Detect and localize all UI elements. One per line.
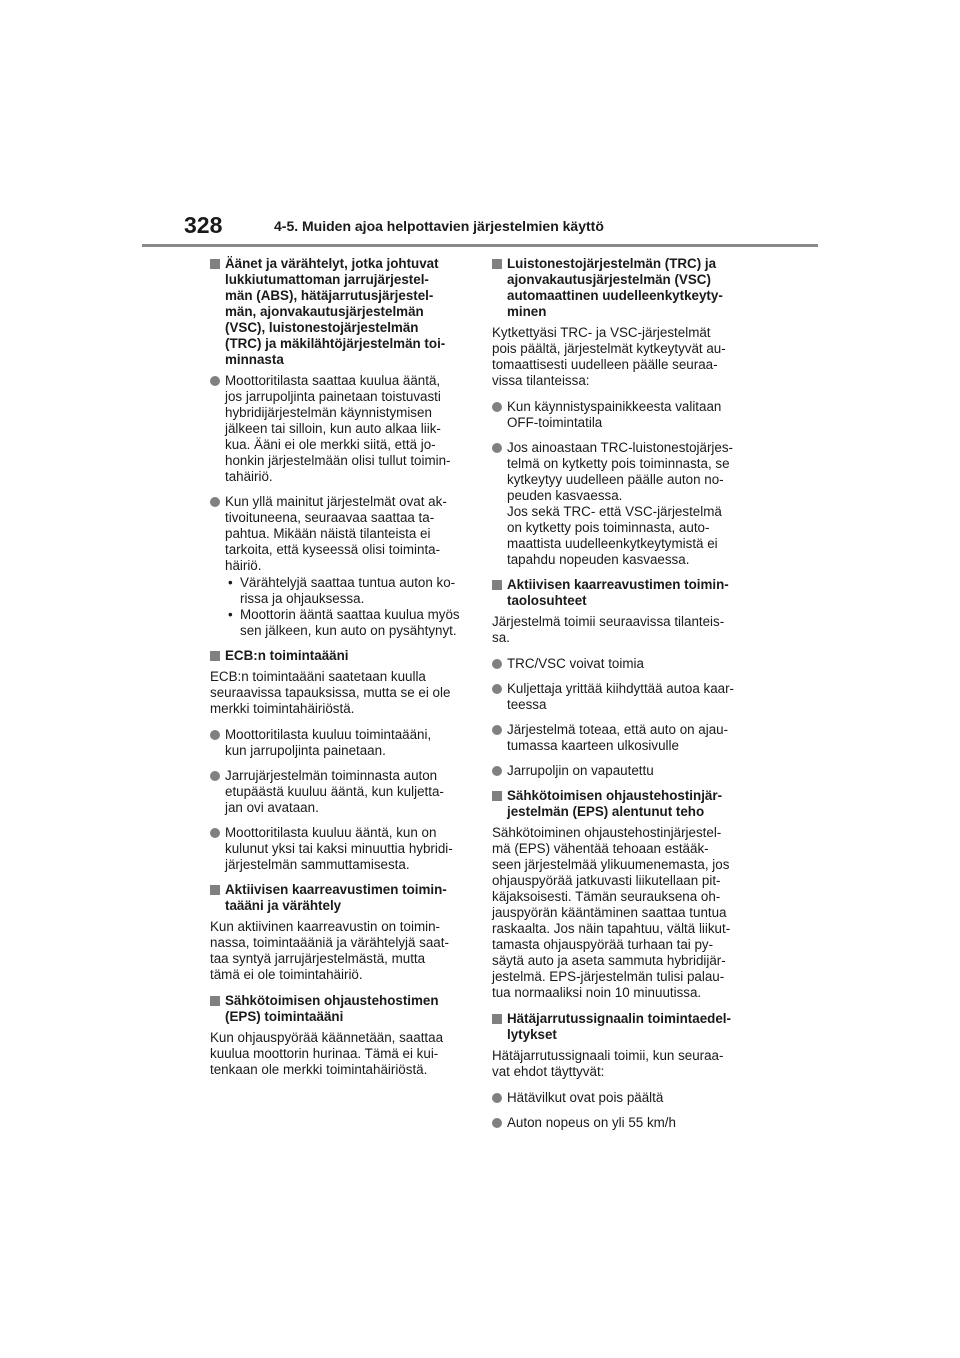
square-bullet-icon bbox=[492, 791, 502, 801]
circle-bullet-icon bbox=[210, 376, 220, 386]
paragraph: Hätäjarrutussignaali toimii, kun seuraa- vat ehdot täyttyvät: bbox=[492, 1048, 724, 1079]
paragraph: Kytkettyäsi TRC- ja VSC-järjestelmät pois päältä, järjestelmät kytkeytyvät au- tomaattisesti uudelleen päälle seuraa- vissa tilanteissa: bbox=[492, 325, 726, 388]
paragraph: Järjestelmä toimii seuraavissa tilanteis- sa. bbox=[492, 614, 725, 645]
left-column bbox=[210, 256, 468, 1088]
dot-bullet-icon: • bbox=[228, 607, 233, 622]
circle-bullet-icon bbox=[210, 771, 220, 781]
circle-bullet-icon bbox=[492, 684, 502, 694]
circle-bullet-icon bbox=[492, 766, 502, 776]
page-number: 328 bbox=[184, 212, 223, 238]
list-item: Järjestelmä toteaa, että auto on ajau- tumassa kaarteen ulkosivulle bbox=[492, 722, 750, 754]
sub-list-item: • Moottorin ääntä saattaa kuulua myös sen jälkeen, kun auto on pysähtynyt. bbox=[228, 607, 460, 638]
circle-bullet-icon bbox=[492, 443, 502, 453]
circle-bullet-icon bbox=[210, 730, 220, 740]
list-item: Jos ainoastaan TRC-luistonestojärjes- telmä on kytketty pois toiminnasta, se kytkeytyy uudelleen päälle auton no- peuden kasvaessa. Jos sekä TRC- että VSC-järjestelmä on kytketty pois toiminnasta, auto- maattista uudelleenkytkeytymistä ei tapahdu nopeuden kasvaessa. bbox=[492, 440, 750, 568]
dot-bullet-icon: • bbox=[228, 575, 233, 590]
circle-bullet-icon bbox=[492, 659, 502, 669]
square-bullet-icon bbox=[210, 651, 220, 661]
paragraph: ECB:n toimintaääni saatetaan kuulla seuraavissa tapauksissa, mutta se ei ole merkki toimintahäiriöstä. bbox=[210, 669, 451, 716]
square-bullet-icon bbox=[210, 996, 220, 1006]
section-heading-cornering-sound: Aktiivisen kaarreavustimen toimin- taääni ja värähtely bbox=[210, 882, 468, 914]
list-item: Moottoritilasta kuuluu ääntä, kun on kulunut yksi tai kaksi minuuttia hybridi- järjestelmän sammuttamisesta. bbox=[210, 825, 468, 873]
paragraph: Sähkötoiminen ohjaustehostinjärjestel- mä (EPS) vähentää tehoaan estääk- seen järjestelmää ylikuumenemasta, jos ohjauspyörää jatkuvasti liikutellaan pit- käjaksoisesti. Tämän seurauksena oh- jauspyörän kääntäminen saattaa tuntua raskaalta. Jos näin tapahtuu, vältä liikut- tamasta ohjauspyörää turhaan tai py- säytä auto ja aseta sammuta hybridijär- jestelmä. EPS-järjestelmän tulisi palau- tua normaaliksi noin 10 minuutissa. bbox=[492, 825, 731, 1000]
square-bullet-icon bbox=[492, 580, 502, 590]
circle-bullet-icon bbox=[492, 1093, 502, 1103]
section-heading-cornering-conditions: Aktiivisen kaarreavustimen toimin- taolosuhteet bbox=[492, 577, 750, 609]
square-bullet-icon bbox=[492, 259, 502, 269]
header-divider bbox=[142, 244, 818, 247]
sub-list bbox=[225, 575, 468, 639]
square-bullet-icon bbox=[492, 1014, 502, 1024]
circle-bullet-icon bbox=[210, 497, 220, 507]
circle-bullet-icon bbox=[210, 828, 220, 838]
circle-bullet-icon bbox=[492, 402, 502, 412]
section-heading-trc-vsc-reactivation: Luistonestojärjestelmän (TRC) ja ajonvakautusjärjestelmän (VSC) automaattinen uudelleenkytkeyty- minen bbox=[492, 256, 750, 320]
list-item: Kun käynnistyspainikkeesta valitaan OFF-toimintatila bbox=[492, 399, 750, 431]
list-item: Jarrujärjestelmän toiminnasta auton etupäästä kuuluu ääntä, kun kuljetta- jan ovi avataan. bbox=[210, 768, 468, 816]
paragraph: Kun aktiivinen kaarreavustin on toimin- nassa, toimintaääniä ja värähtelyjä saat- taa syntyä jarrujärjestelmästä, mutta tämä ei ole toimintahäiriö. bbox=[210, 919, 449, 982]
list-item: Jarrupoljin on vapautettu bbox=[492, 763, 750, 779]
square-bullet-icon bbox=[210, 885, 220, 895]
list-item: Kuljettaja yrittää kiihdyttää autoa kaar- teessa bbox=[492, 681, 750, 713]
square-bullet-icon bbox=[210, 259, 220, 269]
list-item: Auton nopeus on yli 55 km/h bbox=[492, 1115, 750, 1131]
circle-bullet-icon bbox=[492, 725, 502, 735]
section-heading-eps-sound: Sähkötoimisen ohjaustehostimen (EPS) toimintaääni bbox=[210, 993, 468, 1025]
section-title: 4-5. Muiden ajoa helpottavien järjestelmien käyttö bbox=[274, 218, 604, 234]
list-item: Moottoritilasta kuuluu toimintaääni, kun jarrupoljinta painetaan. bbox=[210, 727, 468, 759]
sub-list-item: • Värähtelyjä saattaa tuntua auton ko- rissa ja ohjauksessa. bbox=[228, 575, 456, 606]
list-item: Kun yllä mainitut järjestelmät ovat ak- tivoituneena, seuraavaa saattaa ta- pahtua. Mikään näistä tilanteista ei tarkoita, että kyseessä olisi toiminta- häiriö. • Värähtelyjä saattaa tuntua auton ko- rissa ja ohjauksessa. • Moottorin ääntä saattaa kuulua myös sen jälkeen, kun auto on pysähtynyt. bbox=[210, 494, 468, 639]
list-item: TRC/VSC voivat toimia bbox=[492, 656, 750, 672]
section-heading-abs-sounds: Äänet ja värähtelyt, jotka johtuvat lukkiutumattoman jarrujärjestel- män (ABS), hätäjarrutusjärjestel- män, ajonvakautusjärjestelmän (VSC), luistonestojärjestelmän (TRC) ja mäkilähtöjärjestelmän toi- minnasta bbox=[210, 256, 468, 368]
list-item: Hätävilkut ovat pois päältä bbox=[492, 1090, 750, 1106]
page-header bbox=[142, 210, 818, 246]
section-heading-eps-reduced: Sähkötoimisen ohjaustehostinjär- jestelmän (EPS) alentunut teho bbox=[492, 788, 750, 820]
paragraph: Kun ohjauspyörää käännetään, saattaa kuulua moottorin hurinaa. Tämä ei kui- tenkaan ole merkki toimintahäiriöstä. bbox=[210, 1030, 444, 1077]
circle-bullet-icon bbox=[492, 1118, 502, 1128]
section-heading-ecb-sound: ECB:n toimintaääni bbox=[210, 648, 468, 664]
list-item: Moottoritilasta saattaa kuulua ääntä, jos jarrupoljinta painetaan toistuvasti hybridijärjestelmän käynnistymisen jälkeen tai silloin, kun auto alkaa liik- kua. Ääni ei ole merkki siitä, että jo- honkin järjestelmään olisi tullut toimin- tahäiriö. bbox=[210, 373, 468, 485]
section-heading-emergency-brake-signal: Hätäjarrutussignaalin toimintaedel- lytykset bbox=[492, 1011, 750, 1043]
right-column bbox=[492, 256, 750, 1140]
